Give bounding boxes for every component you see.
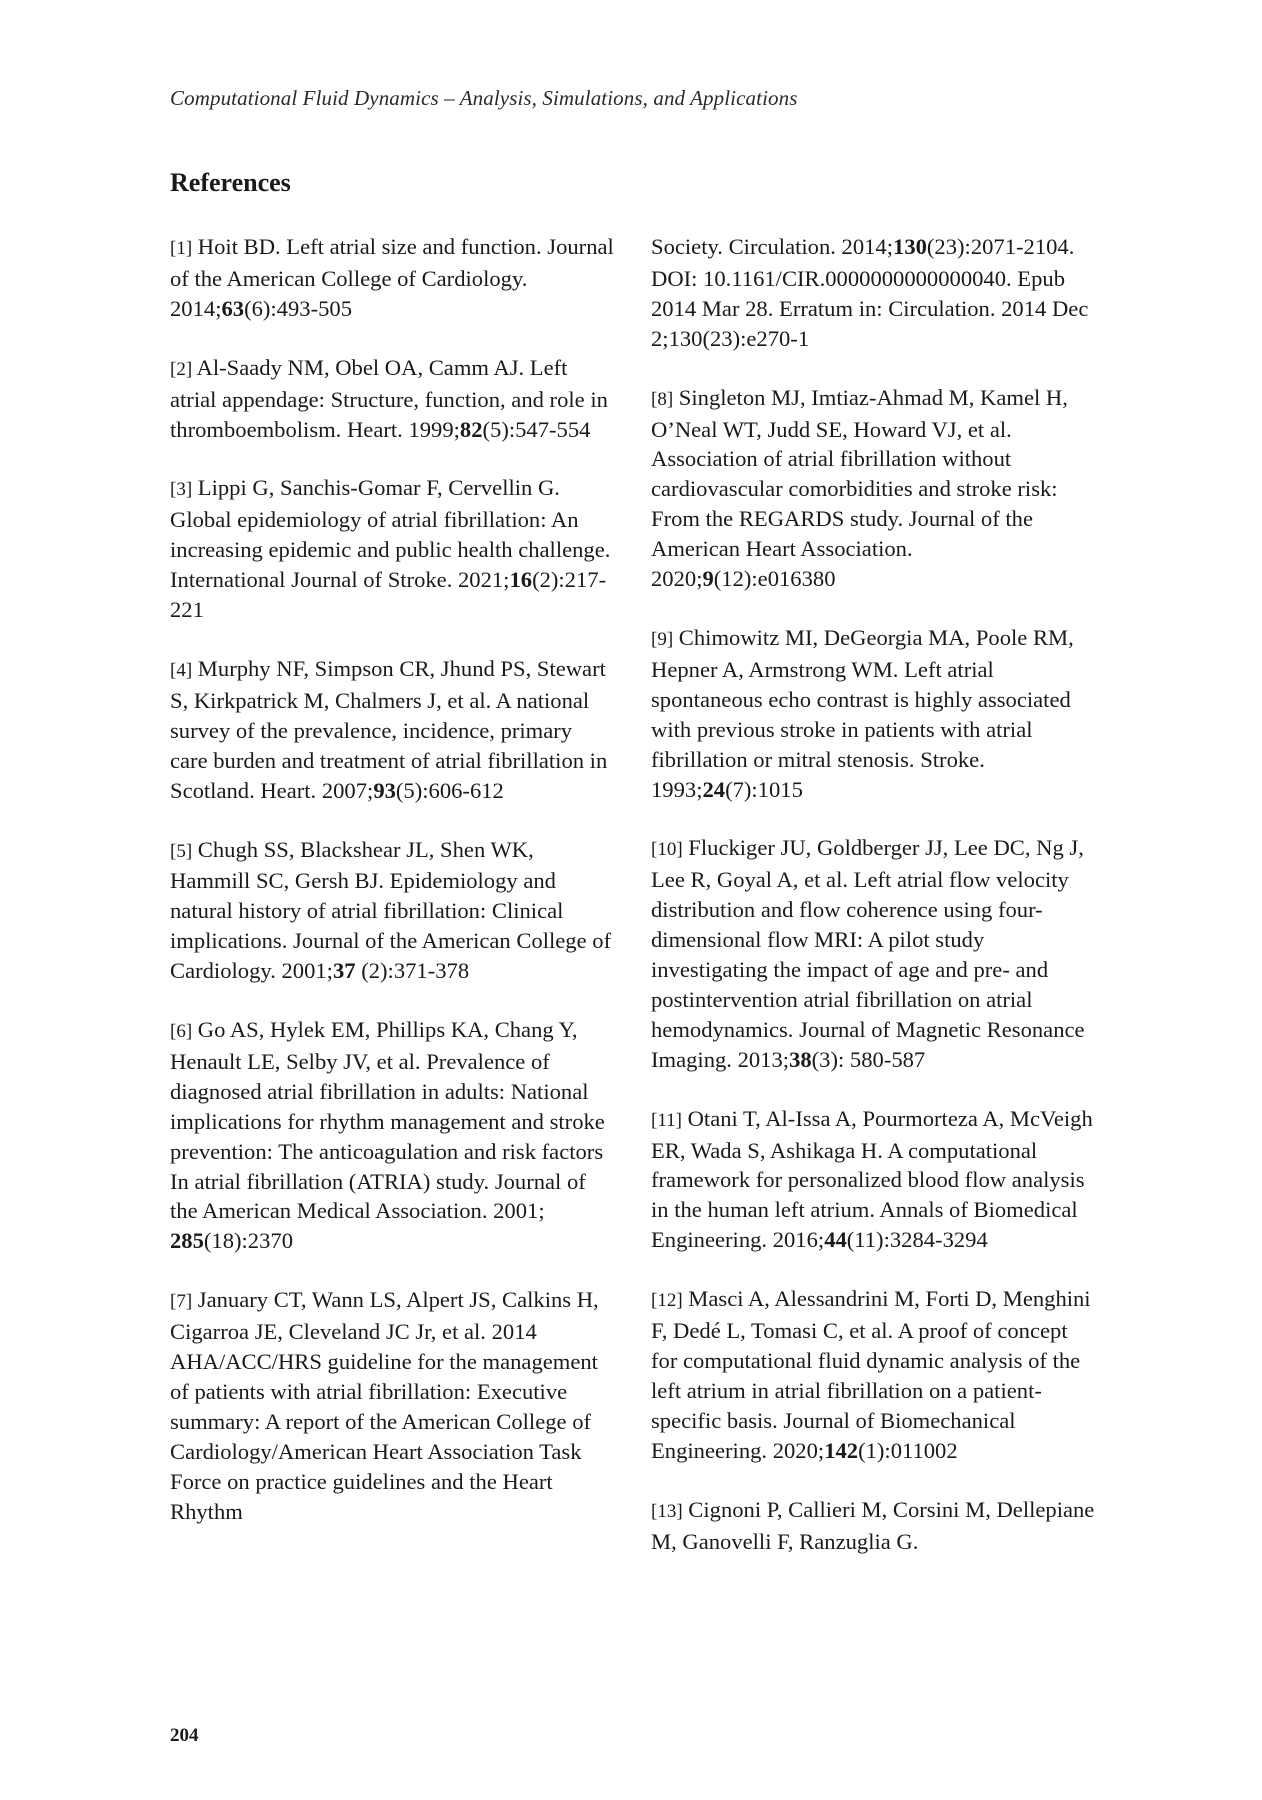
reference-text: Fluckiger JU, Goldberger JJ, Lee DC, Ng J, Lee R, Goyal A, et al. Left atrial flow velocity distribution and flow coherence using four-dimensional flow MRI: A pilot study investigating the impact of age and pre- and postintervention atrial fibrillation on atrial hemodynamics. Journal of Magnetic Resonance Imaging. 2013; [651, 835, 1085, 1072]
reference-volume: 82 [459, 416, 483, 442]
reference-pages: (12):e016380 [713, 566, 836, 592]
reference-text: January CT, Wann LS, Alpert JS, Calkins H, Cigarroa JE, Cleveland JC Jr, et al. 2014 AHA/ACC/HRS guideline for the management of patients with atrial fibrillation: Executive summary: A report of the American College of Cardiology/American Heart Association Task Force on practice guidelines and the Heart Rhythm [170, 1287, 599, 1524]
reference-item [170, 353, 615, 445]
reference-number: [7] [170, 1291, 193, 1313]
reference-volume: 24 [702, 776, 726, 802]
reference-volume: 37 [332, 958, 356, 984]
reference-number: [9] [651, 628, 674, 650]
running-head: Computational Fluid Dynamics – Analysis, Simulations, and Applications [170, 86, 798, 110]
reference-item [651, 833, 1096, 1074]
reference-volume: 142 [824, 1437, 859, 1463]
reference-volume: 130 [893, 234, 927, 259]
reference-volume: 285 [170, 1228, 204, 1254]
reference-volume: 93 [373, 777, 396, 803]
reference-pages: (7):1015 [725, 776, 803, 802]
reference-text: Cignoni P, Callieri M, Corsini M, Dellepiane M, Ganovelli F, Ranzuglia G. [651, 1496, 1095, 1554]
reference-number: [5] [170, 840, 193, 862]
reference-text: Go AS, Hylek EM, Phillips KA, Chang Y, Henault LE, Selby JV, et al. Prevalence of diagnosed atrial fibrillation in adults: National implications for rhythm management and stroke prevention: The anticoagulation and risk factors In atrial fibrillation (ATRIA) study. Journal of the American Medical Association. 2001; [170, 1017, 605, 1224]
reference-text: Society. Circulation. 2014; [651, 234, 894, 259]
reference-text: Singleton MJ, Imtiaz-Ahmad M, Kamel H, O’Neal WT, Judd SE, Howard VJ, et al. Association of atrial fibrillation without cardiovascular comorbidities and stroke risk: From the REGARDS study. Journal of the American Heart Association. 2020; [651, 384, 1068, 592]
reference-text: Chimowitz MI, DeGeorgia MA, Poole RM, Hepner A, Armstrong WM. Left atrial spontaneous echo contrast is highly associated with previous stroke in patients with atrial fibrillation or mitral stenosis. Stroke. 1993; [651, 624, 1074, 802]
reference-item [651, 1495, 1096, 1557]
reference-number: [2] [170, 358, 193, 380]
reference-pages: (1):011002 [858, 1437, 958, 1463]
reference-volume: 38 [789, 1046, 812, 1072]
reference-text: Masci A, Alessandrini M, Forti D, Menghini F, Dedé L, Tomasi C, et al. A proof of concept for computational fluid dynamic analysis of the left atrium in atrial fibrillation on a patient-specific basis. Journal of Biomechanical Engineering. 2020; [651, 1286, 1091, 1463]
reference-item [170, 1285, 615, 1526]
reference-pages: (2):217-221 [170, 567, 607, 623]
reference-text: Murphy NF, Simpson CR, Jhund PS, Stewart S, Kirkpatrick M, Chalmers J, et al. A national survey of the prevalence, incidence, primary care burden and treatment of atrial fibrillation in Scotland. Heart. 2007; [170, 655, 608, 803]
reference-volume: 9 [702, 566, 714, 592]
section-title: References [170, 168, 291, 197]
reference-pages: (2):371-378 [355, 958, 470, 984]
reference-pages: (23):2071-2104. DOI: 10.1161/CIR.0000000000000040. Epub 2014 Mar 28. Erratum in: Circulation. 2014 Dec 2;130(23):e270-1 [651, 234, 1089, 351]
reference-item [651, 232, 1096, 354]
references-left-column [170, 232, 615, 1556]
reference-number: [6] [170, 1021, 193, 1043]
page-number: 204 [170, 1725, 199, 1746]
reference-item [170, 232, 615, 324]
reference-pages: (11):3284-3294 [846, 1227, 988, 1253]
reference-number: [11] [651, 1109, 682, 1131]
reference-volume: 63 [221, 295, 245, 321]
reference-text: Hoit BD. Left atrial size and function. Journal of the American College of Cardiology. 2014; [170, 234, 614, 321]
reference-item [651, 1104, 1096, 1256]
reference-item [651, 383, 1096, 594]
reference-pages: (18):2370 [203, 1228, 293, 1254]
reference-pages: (6):493-505 [244, 295, 352, 321]
reference-number: [3] [170, 479, 193, 501]
reference-item [651, 1284, 1096, 1465]
reference-text: Lippi G, Sanchis-Gomar F, Cervellin G. Global epidemiology of atrial fibrillation: An increasing epidemic and public health challenge. International Journal of Stroke. 2021; [170, 475, 611, 593]
reference-text: Chugh SS, Blackshear JL, Shen WK, Hammill SC, Gersh BJ. Epidemiology and natural history of atrial fibrillation: Clinical implications. Journal of the American College of Cardiology. 2001; [170, 836, 612, 984]
reference-pages: (3): 580-587 [811, 1046, 926, 1072]
reference-number: [1] [170, 238, 193, 259]
reference-volume: 44 [824, 1227, 847, 1253]
reference-item [170, 835, 615, 987]
reference-number: [12] [651, 1290, 683, 1312]
references-right-column [651, 232, 1096, 1585]
reference-volume: 16 [509, 567, 533, 593]
reference-text: Al-Saady NM, Obel OA, Camm AJ. Left atrial appendage: Structure, function, and role in thromboembolism. Heart. 1999; [170, 354, 608, 442]
reference-text: Otani T, Al-Issa A, Pourmorteza A, McVeigh ER, Wada S, Ashikaga H. A computational framework for personalized blood flow analysis in the human left atrium. Annals of Biomedical Engineering. 2016; [651, 1105, 1093, 1253]
reference-number: [13] [651, 1500, 683, 1522]
reference-pages: (5):547-554 [482, 416, 591, 442]
reference-number: [4] [170, 659, 193, 681]
reference-item [170, 1015, 615, 1256]
reference-pages: (5):606-612 [395, 777, 504, 803]
reference-number: [10] [651, 839, 683, 861]
reference-item [170, 473, 615, 625]
reference-number: [8] [651, 388, 674, 410]
reference-item [170, 654, 615, 806]
reference-item [651, 623, 1096, 804]
